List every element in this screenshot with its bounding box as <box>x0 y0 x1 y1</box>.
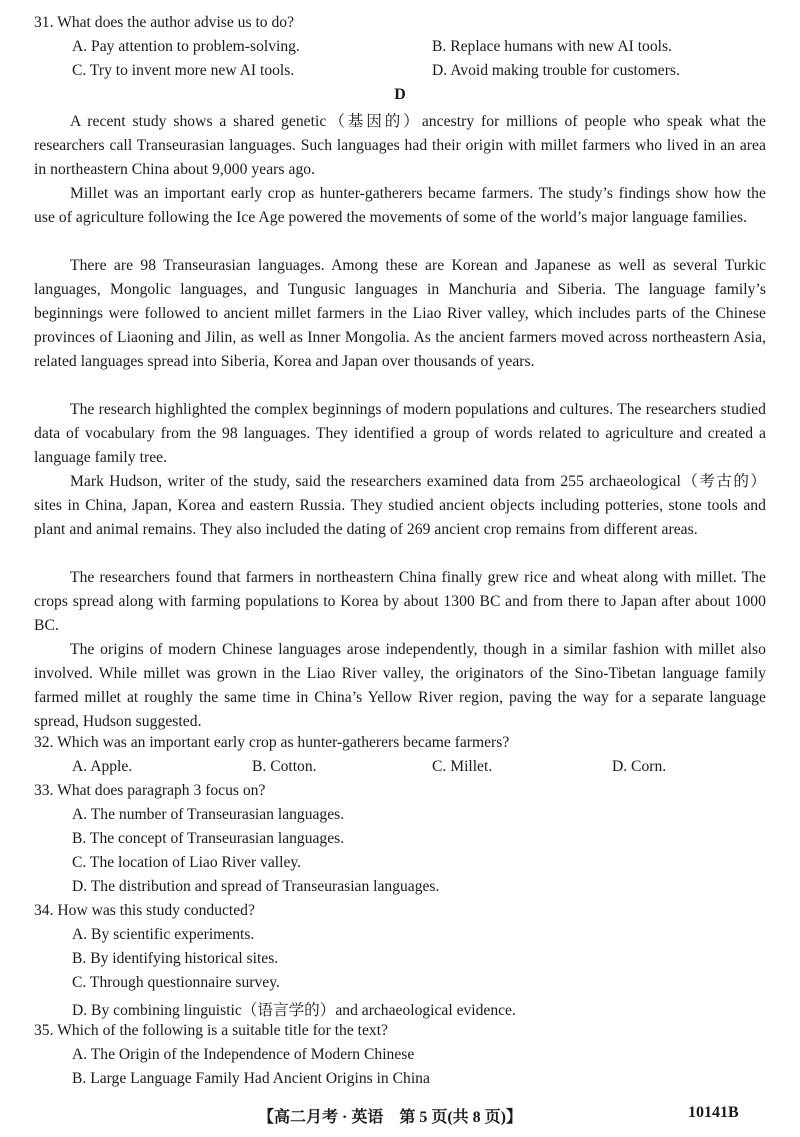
question-32-stem: 32. Which was an important early crop as hunter-gatherers became farmers? <box>34 734 510 751</box>
footer-code: 10141B <box>688 1104 739 1121</box>
passage-paragraph-1: A recent study shows a shared genetic（基因的）ancestry for millions of people who speak what the researchers call Transeurasian languages. Such languages had their origin with millet farmers who lived in an area in northeastern China about 9,000 years ago. <box>34 113 766 179</box>
passage-paragraph-5: Mark Hudson, writer of the study, said the researchers examined data from 255 archaeological（考古的）sites in China, Japan, Korea and eastern Russia. They studied ancient objects including potteries, stone tools and plant and animal remains. They also included the dating of 269 ancient crop remains from different areas. <box>34 473 766 539</box>
question-32-option-c: C. Millet. <box>432 758 493 775</box>
question-33-option-b: B. The concept of Transeurasian languages. <box>72 830 345 847</box>
question-34-option-d: D. By combining linguistic（语言学的）and archaeological evidence. <box>72 1002 516 1019</box>
question-33-option-d: D. The distribution and spread of Transeurasian languages. <box>72 878 440 895</box>
passage-paragraph-3: There are 98 Transeurasian languages. Among these are Korean and Japanese as well as several Turkic languages, Mongolic languages, and Tungusic languages in Manchuria and Siberia. The language family’s beginnings were followed to ancient millet farmers in the Liao River valley, which includes parts of the Chinese provinces of Liaoning and Jilin, as well as Inner Mongolia. As the ancient farmers moved across northeastern Asia, related languages spread into Siberia, Korea and Japan over thousands of years. <box>34 257 766 371</box>
passage-paragraph-4: The research highlighted the complex beginnings of modern populations and cultures. The researchers studied data of vocabulary from the 98 languages. They identified a group of words related to agriculture and created a language family tree. <box>34 401 766 467</box>
question-34-stem: 34. How was this study conducted? <box>34 902 255 919</box>
question-34-option-a: A. By scientific experiments. <box>72 926 255 943</box>
question-31-option-d: D. Avoid making trouble for customers. <box>432 62 680 79</box>
question-35-option-b: B. Large Language Family Had Ancient Origins in China <box>72 1070 430 1087</box>
passage-paragraph-2: Millet was an important early crop as hunter-gatherers became farmers. The study’s findings show how the use of agriculture following the Ice Age powered the movements of some of the world’s major language families. <box>34 185 766 227</box>
question-31-option-b: B. Replace humans with new AI tools. <box>432 38 672 55</box>
question-34-option-c: C. Through questionnaire survey. <box>72 974 280 991</box>
question-32-option-a: A. Apple. <box>72 758 133 775</box>
question-32-option-d: D. Corn. <box>612 758 667 775</box>
question-31-stem: 31. What does the author advise us to do? <box>34 14 294 31</box>
question-31-option-a: A. Pay attention to problem-solving. <box>72 38 300 55</box>
question-33-stem: 33. What does paragraph 3 focus on? <box>34 782 266 799</box>
question-31-option-c: C. Try to invent more new AI tools. <box>72 62 295 79</box>
section-label: D <box>394 86 406 103</box>
question-35-stem: 35. Which of the following is a suitable title for the text? <box>34 1022 388 1039</box>
question-35-option-a: A. The Origin of the Independence of Modern Chinese <box>72 1046 415 1063</box>
passage-paragraph-7: The origins of modern Chinese languages arose independently, though in a similar fashion with millet also involved. While millet was grown in the Liao River valley, the originators of the Sino-Tibetan language family farmed millet at roughly the same time in China’s Yellow River region, paving the way for a separate language spread, Hudson suggested. <box>34 641 766 731</box>
question-33-option-a: A. The number of Transeurasian languages. <box>72 806 345 823</box>
question-34-option-b: B. By identifying historical sites. <box>72 950 279 967</box>
question-32-option-b: B. Cotton. <box>252 758 317 775</box>
question-33-option-c: C. The location of Liao River valley. <box>72 854 302 871</box>
passage-paragraph-6: The researchers found that farmers in northeastern China finally grew rice and wheat along with millet. The crops spread along with farming populations to Korea by about 1300 BC and from there to Japan after about 1000 BC. <box>34 569 766 635</box>
footer-title: 【高二月考 · 英语 第 5 页(共 8 页)】 <box>258 1109 522 1126</box>
